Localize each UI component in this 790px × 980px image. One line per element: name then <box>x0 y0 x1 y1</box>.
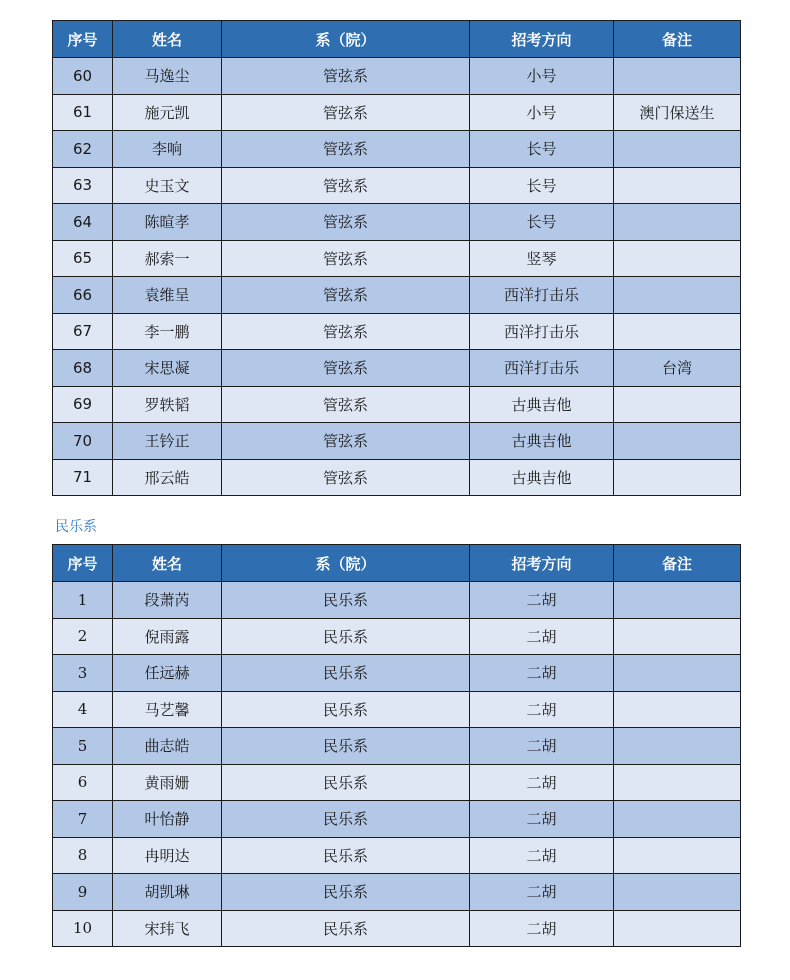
cell-name: 马艺馨 <box>113 691 222 728</box>
cell-direction: 西洋打击乐 <box>470 277 614 314</box>
cell-direction: 长号 <box>470 204 614 241</box>
cell-department: 民乐系 <box>222 728 470 765</box>
cell-name: 李响 <box>113 131 222 168</box>
cell-note <box>614 691 741 728</box>
cell-name: 袁维呈 <box>113 277 222 314</box>
table-row <box>53 874 741 911</box>
cell-name: 马逸尘 <box>113 58 222 95</box>
cell-direction: 竖琴 <box>470 240 614 277</box>
column-header-name: 姓名 <box>113 21 222 58</box>
column-header-direction: 招考方向 <box>470 545 614 582</box>
cell-direction: 长号 <box>470 167 614 204</box>
cell-name: 宋玮飞 <box>113 910 222 947</box>
table-header-row <box>53 545 741 582</box>
cell-note: 澳门保送生 <box>614 94 741 131</box>
cell-department: 管弦系 <box>222 459 470 496</box>
cell-number: 62 <box>53 131 113 168</box>
table-row <box>53 423 741 460</box>
cell-department: 管弦系 <box>222 277 470 314</box>
table-row <box>53 58 741 95</box>
table-row <box>53 764 741 801</box>
cell-name: 黄雨姗 <box>113 764 222 801</box>
cell-note <box>614 58 741 95</box>
cell-number: 69 <box>53 386 113 423</box>
cell-department: 民乐系 <box>222 618 470 655</box>
cell-department: 管弦系 <box>222 313 470 350</box>
cell-department: 管弦系 <box>222 131 470 168</box>
cell-number: 63 <box>53 167 113 204</box>
cell-department: 管弦系 <box>222 240 470 277</box>
cell-direction: 古典吉他 <box>470 459 614 496</box>
table-row <box>53 277 741 314</box>
cell-department: 管弦系 <box>222 423 470 460</box>
cell-direction: 二胡 <box>470 582 614 619</box>
cell-direction: 小号 <box>470 94 614 131</box>
cell-note <box>614 386 741 423</box>
cell-name: 倪雨露 <box>113 618 222 655</box>
column-header-name: 姓名 <box>113 545 222 582</box>
cell-name: 王钤正 <box>113 423 222 460</box>
cell-number: 67 <box>53 313 113 350</box>
cell-number: 65 <box>53 240 113 277</box>
table-row <box>53 386 741 423</box>
column-header-department: 系（院） <box>222 545 470 582</box>
cell-department: 管弦系 <box>222 204 470 241</box>
cell-number: 4 <box>53 691 113 728</box>
cell-direction: 长号 <box>470 131 614 168</box>
cell-note <box>614 167 741 204</box>
cell-number: 60 <box>53 58 113 95</box>
cell-name: 任远赫 <box>113 655 222 692</box>
cell-note: 台湾 <box>614 350 741 387</box>
roster-table-orchestral <box>52 20 741 496</box>
cell-number: 71 <box>53 459 113 496</box>
column-header-number: 序号 <box>53 545 113 582</box>
table-row <box>53 910 741 947</box>
cell-number: 3 <box>53 655 113 692</box>
cell-name: 宋思凝 <box>113 350 222 387</box>
cell-department: 民乐系 <box>222 910 470 947</box>
column-header-number: 序号 <box>53 21 113 58</box>
cell-number: 61 <box>53 94 113 131</box>
cell-note <box>614 240 741 277</box>
cell-name: 郝索一 <box>113 240 222 277</box>
cell-department: 管弦系 <box>222 350 470 387</box>
cell-number: 6 <box>53 764 113 801</box>
cell-number: 1 <box>53 582 113 619</box>
cell-department: 管弦系 <box>222 386 470 423</box>
cell-note <box>614 204 741 241</box>
table-row <box>53 728 741 765</box>
roster-table-folk-music <box>52 544 741 947</box>
cell-note <box>614 655 741 692</box>
cell-note <box>614 874 741 911</box>
cell-direction: 二胡 <box>470 728 614 765</box>
cell-direction: 古典吉他 <box>470 386 614 423</box>
cell-department: 民乐系 <box>222 874 470 911</box>
cell-name: 史玉文 <box>113 167 222 204</box>
cell-direction: 二胡 <box>470 691 614 728</box>
cell-number: 68 <box>53 350 113 387</box>
table-row <box>53 313 741 350</box>
cell-name: 叶怡静 <box>113 801 222 838</box>
cell-direction: 小号 <box>470 58 614 95</box>
column-header-department: 系（院） <box>222 21 470 58</box>
cell-number: 10 <box>53 910 113 947</box>
cell-name: 段萧芮 <box>113 582 222 619</box>
cell-department: 民乐系 <box>222 655 470 692</box>
column-header-note: 备注 <box>614 545 741 582</box>
cell-name: 冉明达 <box>113 837 222 874</box>
cell-department: 民乐系 <box>222 801 470 838</box>
table-row <box>53 691 741 728</box>
cell-note <box>614 423 741 460</box>
cell-number: 9 <box>53 874 113 911</box>
cell-note <box>614 277 741 314</box>
cell-department: 管弦系 <box>222 167 470 204</box>
table-row <box>53 582 741 619</box>
cell-department: 管弦系 <box>222 94 470 131</box>
cell-department: 民乐系 <box>222 764 470 801</box>
cell-number: 7 <box>53 801 113 838</box>
cell-name: 曲志皓 <box>113 728 222 765</box>
section-title-folk-music: 民乐系 <box>55 519 97 535</box>
cell-note <box>614 837 741 874</box>
cell-note <box>614 131 741 168</box>
cell-note <box>614 801 741 838</box>
cell-direction: 二胡 <box>470 801 614 838</box>
cell-number: 2 <box>53 618 113 655</box>
cell-note <box>614 764 741 801</box>
table-row <box>53 801 741 838</box>
cell-name: 邢云皓 <box>113 459 222 496</box>
cell-direction: 二胡 <box>470 910 614 947</box>
cell-note <box>614 313 741 350</box>
cell-number: 70 <box>53 423 113 460</box>
cell-department: 民乐系 <box>222 582 470 619</box>
cell-department: 民乐系 <box>222 837 470 874</box>
cell-direction: 二胡 <box>470 837 614 874</box>
column-header-direction: 招考方向 <box>470 21 614 58</box>
cell-number: 64 <box>53 204 113 241</box>
table-row <box>53 655 741 692</box>
cell-direction: 二胡 <box>470 764 614 801</box>
cell-direction: 二胡 <box>470 618 614 655</box>
cell-direction: 西洋打击乐 <box>470 313 614 350</box>
cell-direction: 二胡 <box>470 655 614 692</box>
cell-department: 民乐系 <box>222 691 470 728</box>
cell-direction: 西洋打击乐 <box>470 350 614 387</box>
cell-name: 李一鹏 <box>113 313 222 350</box>
cell-note <box>614 582 741 619</box>
cell-number: 8 <box>53 837 113 874</box>
cell-direction: 二胡 <box>470 874 614 911</box>
cell-note <box>614 728 741 765</box>
cell-name: 罗轶韬 <box>113 386 222 423</box>
cell-name: 胡凯琳 <box>113 874 222 911</box>
cell-direction: 古典吉他 <box>470 423 614 460</box>
cell-name: 陈暄孝 <box>113 204 222 241</box>
cell-note <box>614 459 741 496</box>
column-header-note: 备注 <box>614 21 741 58</box>
table-row <box>53 240 741 277</box>
cell-number: 5 <box>53 728 113 765</box>
cell-number: 66 <box>53 277 113 314</box>
table-row <box>53 350 741 387</box>
table-row <box>53 204 741 241</box>
table-row <box>53 459 741 496</box>
table-row <box>53 837 741 874</box>
table-row <box>53 167 741 204</box>
table-row <box>53 618 741 655</box>
cell-department: 管弦系 <box>222 58 470 95</box>
cell-name: 施元凯 <box>113 94 222 131</box>
table-header-row <box>53 21 741 58</box>
table-row <box>53 94 741 131</box>
cell-note <box>614 910 741 947</box>
table-row <box>53 131 741 168</box>
cell-note <box>614 618 741 655</box>
